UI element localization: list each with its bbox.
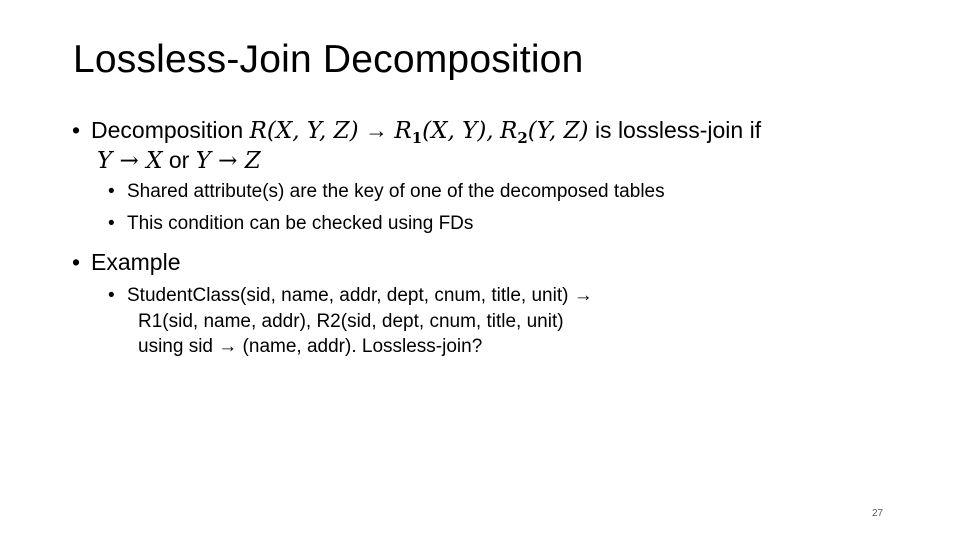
bullet-dot: •: [72, 249, 81, 275]
example-line-1: StudentClass(sid, name, addr, dept, cnum, title, unit) →: [127, 285, 593, 306]
bullet-text: Decomposition: [91, 117, 244, 143]
sub-bullet-dot: •: [108, 213, 115, 234]
page-number: 27: [872, 508, 884, 519]
example-line-2: R1(sid, name, addr), R2(sid, dept, cnum, title, unit): [138, 311, 564, 332]
bullet-condition-line: [97, 146, 261, 175]
sub-bullet-check-fds: This condition can be checked using FDs: [127, 213, 474, 234]
sub-bullet-dot: •: [108, 285, 115, 306]
relation-r2: $R_2(Y$, Z): [500, 118, 589, 147]
sub-bullet-shared-attribute: Shared attribute(s) are the key of one of the decomposed tables: [127, 181, 665, 202]
fd-condition-1: Y → X: [97, 148, 163, 174]
relation-r: R(X, Y, Z): [249, 118, 359, 144]
arrow: →: [365, 117, 389, 143]
fd-condition-2: Y → Z: [195, 148, 261, 174]
or-text: or: [168, 147, 190, 173]
bullet-dot: •: [72, 117, 81, 143]
example-line-3: using sid → (name, addr). Lossless-join?: [138, 336, 483, 357]
bullet-example: Example: [91, 249, 181, 275]
slide-title: Lossless-Join Decomposition: [73, 38, 584, 81]
sub-bullet-dot: •: [108, 181, 115, 202]
relation-r1: $R_1(X$, Y),: [394, 118, 494, 147]
bullet-text-suffix: is lossless-join if: [594, 117, 762, 143]
